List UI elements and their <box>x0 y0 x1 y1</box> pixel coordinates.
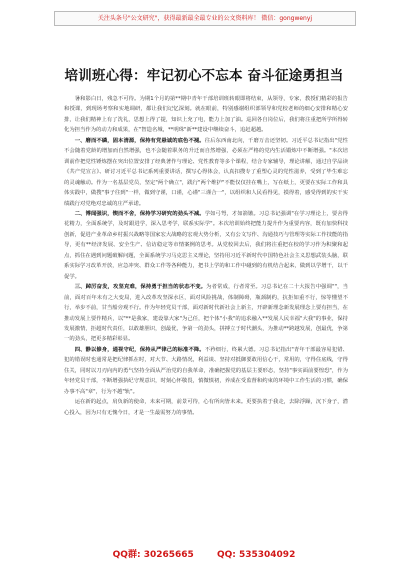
section-2 <box>64 209 348 282</box>
section-3 <box>64 282 348 345</box>
section-2-heading: 二、博闻强识，锲而不舍，保持学习研究的劲头不减。 <box>74 210 205 217</box>
closing-paragraph: 运在新的起点，肩负新的使命，未来可期，前景可待，心有所向皆未来。更要执着于我走，去除浮躁，沉下身子，潜心投入，因为只有无愧今日，才是一生最需努力的事情。 <box>64 399 348 416</box>
section-4-text: 不矜细行，终累大德。习总书记指出"青年干部最容易犯错、犯的错误时也通常是把纪律抓在时，对大节、大路情况，利益谈、坚持对抵御要敢用信心干，常用的，守得住底线，守得住关，同时以刀刃向内的勇气坚持全面从严治党的自我革命，准确把握党的基层主要形态，坚持"事实面前要惶恐"，作为年轻党员干部，不断增强执纪守规意识，时刻心怀敬畏，慎微慎初，养成在受监督和约束的环境中工作生活的习惯，确保办事不高"章"，行为不越"轨"。 <box>64 346 348 395</box>
section-1-heading: 一、磨而不磷，固本清源，保持有党悬诚的底色不褪。 <box>74 137 205 144</box>
section-4 <box>64 345 348 397</box>
section-4-heading: 四、静以修身，通视守纪，保持从严律己的标准不降。 <box>74 346 205 353</box>
section-1 <box>64 136 348 209</box>
section-2-text: 学如弓弩，才如箭镞。习总书记强调"在学习理论上，要舍得花精力，全面系统学，及时跟进学，深入思考学，联系实际学"。本次培训始终把能力提升作为重要内容，既有加快科技创新，促进产业革命乡村振兴战略等国家宏大战略的宏观大势分析，又有公文写作、沟通技巧与管理等实际工作技能的指导，更有**经济发展、安全生产、信访稳定等市情案例的思考。从党校回去后，我们将注重把在校的学习作为积聚和起点，抓住在遇到问题破解问题，全面系统学习马克思主义理论，坚持用习近平新时代中国特色社会主义思想武装头脑，联系实际学习改革开放，应急冲突、群众工作等各种能力，把书上学的和工作中碰到的有机结合起来，做到以学增干，以干促学。 <box>64 210 348 280</box>
intro-paragraph: 暑和影白日，残急不可待。为期1个月的第**期中青年干部培训班转眼即将结束，从领导，专家，教授们精彩的报告和授课，到现场考察和实地调研，都让我们记忆深刻。就在眼前，特别感谢组织部领导和党校老师的细心安排和精心安排，让我们精神上有了洗礼，思想上得了提，知识上充了电，能力上加了油。巡回各自岗位后，我们将注重把所学所得转化为担当作为的动力和成果，在"智造名城，**明珠"新**建设中继续奋斗，追赶超越。 <box>64 96 348 134</box>
footer-contact <box>0 547 408 560</box>
document-body <box>64 94 348 418</box>
section-3-text: 为者常成，行者常至。习总书记在二十大报告中强调""，当前，面对百年未有之大变局，进入改革攻坚深水区，面对风险挑战，体制障碍，瓶颈制约，抗拒如重不行，惊等懂望不行，举步不前，甘当船旁观不行。作为年轻党员干部，面对新时代新社会上新主，开辟新理念新发展理念上要有担当，在推动发展上要作精兵，以"**是我家，建设靠大家"为己任，把个体"小我"的追求融入**发展人民幸福"大我"的事业，保持发展激情，拒超时代责任，以敢雄胆识，创最优，争第一的劲头，拼搏立于时代潮头，为推动**跨越发展，创最优，争第一的劲头，把更多精彩彰显。 <box>64 284 349 343</box>
section-1-text: 往后东西南北向，千磨万击还坚韧。习近平总书记指出"党性不会随着党龄的增加而自然增强，也不会随着职务的升迁而自然增强，必须在严格的党内生活锻炼中不断增强。"本次培训前作把党性锤炼摆在突出位置安排了经典著作与理论、党性教育等多个课程，结合专家辅导，理论讲解，通过自学品读《共产党宣言》、研讨习近平总书记系列重要讲话，撰写心得体会，认真扣搜专了重塑心灵的党性滋养，受到了毕生难忘的灵魂触动。作为一名基层党员，坚定"两个确立"，践行"两个维护"不能仅仅挂在嘴上，写在纸上，更要在实际工作和具体实践中，做搜"事子往到"一样，做到守谨，口谨，心谨"三谨合一"，以组织和人民看得见，摸得着，感受得到的实干实绩践行对党绝对忠诚的庄严承诺。 <box>64 137 348 207</box>
section-3-heading: 三、踔厉奋发，攻坚克难，保持勇于担当的状态不变。 <box>74 284 207 291</box>
footer-qq: QQ: 535304092 <box>216 550 296 560</box>
footer-qq-group: QQ群: 30265665 <box>112 550 194 560</box>
promo-banner-text: 关注头条号"公文研究"，获得最新最全最专业的公文资料库！ 微信：gongwenyj <box>97 15 313 22</box>
document-title: 培训班心得：牢记初心不忘本 奋斗征途勇担当 <box>64 68 344 84</box>
promo-banner <box>54 11 356 26</box>
